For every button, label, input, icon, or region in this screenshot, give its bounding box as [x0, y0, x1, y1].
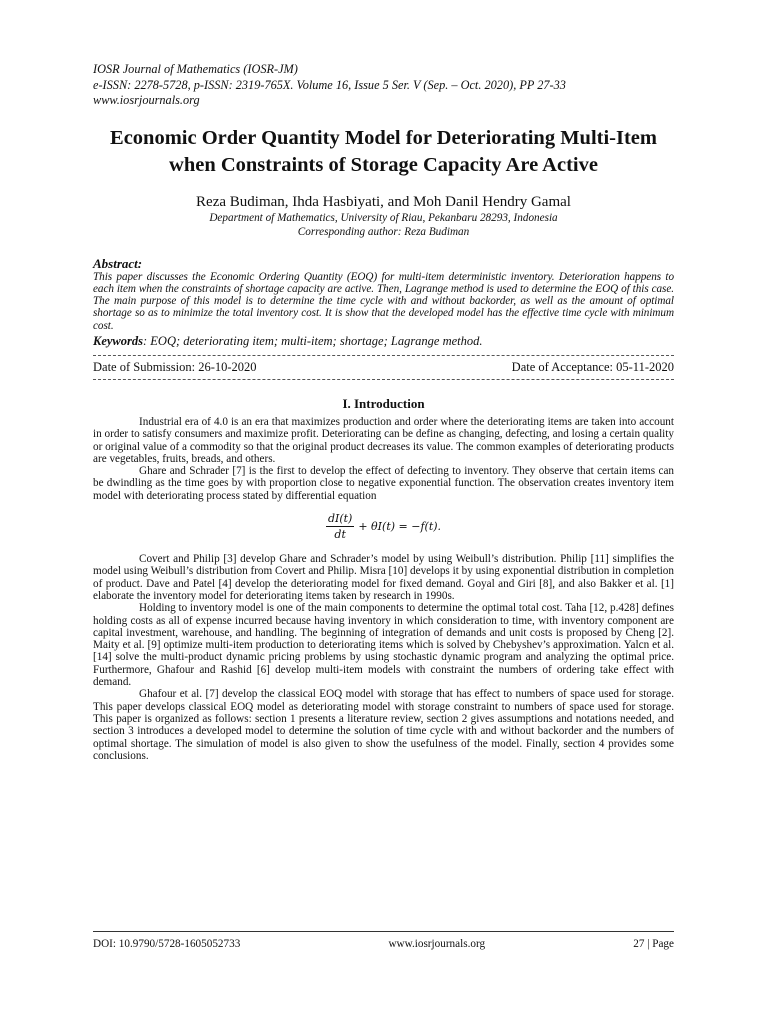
paragraph-2: Ghare and Schrader [7] is the first to develop the effect of defecting to inventory. They observe that certain items can be dwindling as the time goes by with proportion close to negative exponential function. The observation creates inventory item model with deteriorating process stated by differential equation: [93, 465, 674, 502]
page-footer: [93, 931, 674, 951]
divider-bottom: [93, 379, 674, 380]
paragraph-3: Covert and Philip [3] develop Ghare and Schrader’s model by using Weibull’s distribution. Philip [11] simplifies the model using Weibull’s distribution from Covert and Philip. Misra [10] develops it by using exponential distribution in completion of product. Dave and Patel [4] develop the deteriorating model for fixed demand. Goyal and Giri [8], and also Bakker et al. [1] elaborate the inventory model for deteriorating items taken by research in 1990s.: [93, 553, 674, 602]
paragraph-5: Ghafour et al. [7] develop the classical EOQ model with storage that has effect to numbers of space used for storage. This paper develops classical EOQ model as deteriorating model with storage constraint to numbers of space used for storage. This paper is organized as follows: section 1 presents a literature review, section 2 gives assumptions and notations needed, and section 3 introduces a developed model to determine the solution of time cycle with and without backorder and the numbers of optimal shortage. The simulation of model is also given to show the usefulness of the model. Finally, section 4 provides some conclusions.: [93, 688, 674, 762]
affiliation: Department of Mathematics, University of Riau, Pekanbaru 28293, Indonesia: [209, 211, 558, 224]
journal-header: [93, 62, 674, 109]
dates-row: [93, 360, 674, 375]
footer-page-number: 27 | Page: [633, 938, 674, 950]
keywords: [93, 334, 674, 349]
submission-date: Date of Submission: 26-10-2020: [93, 359, 257, 374]
equation-rest: + θI(t) = −f(t).: [358, 520, 442, 534]
corresponding-author: Corresponding author: Reza Budiman: [297, 225, 470, 238]
equation-numerator: dI(t): [327, 512, 353, 526]
abstract-text: This paper discusses the Economic Ordering Quantity (EOQ) for multi-item deterministic inventory. Deterioration happens to each item when the constraints of shortage capacity are active. Then, Lagrange method is used to determine the EOQ of this case. The main purpose of this model is to determine the time cycle with and without backorder, as well as the amount of optimal shortage so as to minimize the total inventory cost. It is show that the developed model has the effective time cycle with minimum cost.: [93, 270, 674, 332]
differential-equation: [93, 512, 674, 541]
paper-title: Economic Order Quantity Model for Deteriorating Multi-Item when Constraints of Storage Capacity Are Active: [110, 126, 657, 176]
abstract-heading: Abstract:: [93, 255, 143, 271]
keywords-text: : EOQ; deteriorating item; multi-item; shortage; Lagrange method.: [143, 333, 483, 348]
journal-name: IOSR Journal of Mathematics (IOSR-JM): [93, 62, 298, 76]
footer-website: www.iosrjournals.org: [388, 938, 486, 950]
paper-page: [93, 62, 674, 762]
journal-website: www.iosrjournals.org: [93, 93, 200, 107]
keywords-label: Keywords: [93, 333, 143, 348]
section-heading: I. Introduction: [342, 395, 425, 411]
equation-denominator: dt: [334, 528, 346, 542]
equation-fraction: [326, 512, 354, 541]
paragraph-4: Holding to inventory model is one of the main components to determine the optimal total cost. Taha [12, p.428] defines holding costs as all of expense incurred because having inventory in which consideration to time, with inventory component are capital investment, warehouse, and handling. The beginning of integration of demands and unit costs is proposed by Cheng [2]. Maity et al. [9] optimize multi-item production to deteriorating items which is solved by Chebyshev’s approximation. Yalcn et al. [14] solve the multi-product dynamic pricing problems by using stochastic dynamic program and analyzing the optimal price. Furthermore, Ghafour and Rashid [6] develop multi-item models with constraint the numbers of ordering take effect with demand.: [93, 602, 674, 689]
divider-top: [93, 355, 674, 356]
acceptance-date: Date of Acceptance: 05-11-2020: [511, 359, 674, 374]
author-list: Reza Budiman, Ihda Hasbiyati, and Moh Danil Hendry Gamal: [196, 193, 571, 210]
journal-issn: e-ISSN: 2278-5728, p-ISSN: 2319-765X. Volume 16, Issue 5 Ser. V (Sep. – Oct. 2020), PP 27-33: [93, 77, 566, 92]
footer-doi: DOI: 10.9790/5728-1605052733: [93, 938, 241, 950]
paragraph-1: Industrial era of 4.0 is an era that maximizes production and order where the deteriorating items are taken into account in order to satisfy consumers and maximize profit. Deteriorating can be define as changing, defecting, and losing a certain quality or original value of a commodity so that the original product decreases its value. The common examples of deteriorating products are vegetables, fruits, breads, and others.: [93, 415, 674, 465]
